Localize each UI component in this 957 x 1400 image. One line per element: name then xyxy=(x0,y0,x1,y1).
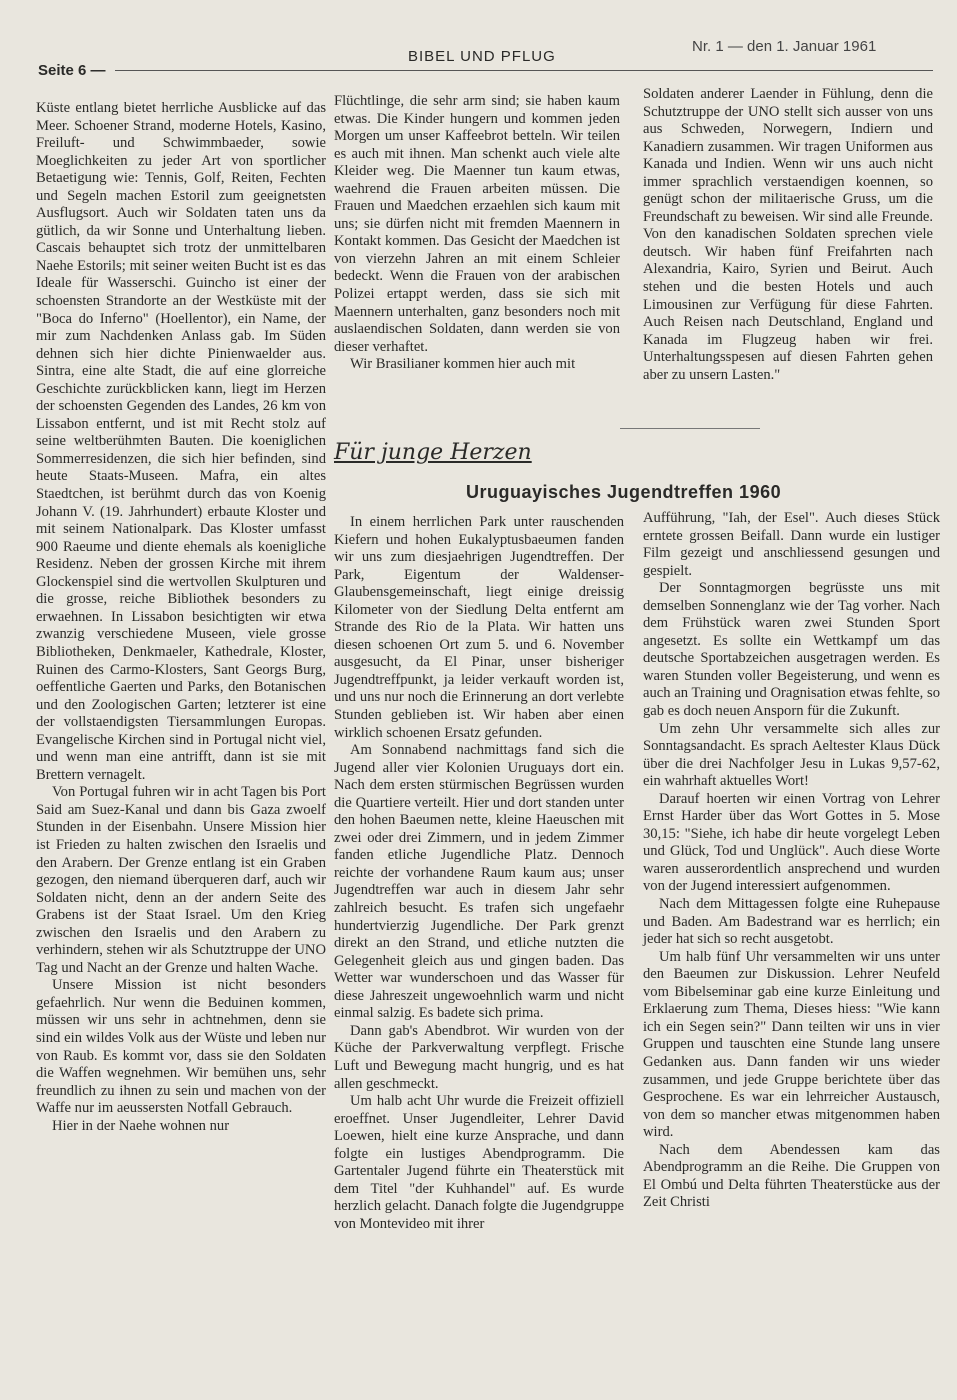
paragraph: Um halb fünf Uhr versammelten wir uns unter den Baeumen zur Diskussion. Lehrer Neufeld vom Bibelseminar gab eine kurze Einleitung und Erklaerung zum Thema, Dieses hiess: "Wie kann ich ein Segen sein?" Dann teilten wir uns in vier Gruppen und tauschten eine Stunde lang unsere Gedanken aus. Dann fanden wir uns wieder zusammen, und jede Gruppe berichtete über das Gesprochene. Es war ein lehrreicher Austausch, von dem so mancher etwas mitgenommen haben wird. xyxy=(643,948,940,1141)
paragraph: Um zehn Uhr versammelte sich alles zur Sonntagsandacht. Es sprach Aeltester Klaus Dück über die drei Nachfolger Jesu in Lukas 9,57-62, ein wahrhaft aktuelles Wort! xyxy=(643,720,940,790)
article-column-1 xyxy=(36,100,326,1135)
paragraph: Darauf hoerten wir einen Vortrag von Lehrer Ernst Harder über das Wort Gottes in 5. Mose 30,15: "Siehe, ich habe dir heute vorgelegt Leben und Glück, Tod und Unglück". Auch diese Worte waren ausserordentlich ansprechend und wurden von der Jugend interessiert aufgenommen. xyxy=(643,790,940,895)
paragraph: Um halb acht Uhr wurde die Freizeit offiziell eroeffnet. Unser Jugendleiter, Lehrer David Loewen, hielt eine kurze Ansprache, und dann folgte ein lustiges Abendprogramm. Die Gartentaler Jugend führte ein Theaterstück mit dem Titel "der Kuhhandel" auf. Es wurde herzlich gelacht. Danach folgte die Jugendgruppe von Montevideo mit ihrer xyxy=(334,1093,624,1232)
publication-title: BIBEL UND PFLUG xyxy=(408,48,556,65)
paragraph: Wir Brasilianer kommen hier auch mit xyxy=(350,356,576,373)
paragraph: In einem herrlichen Park unter rauschenden Kiefern und hohen Eukalyptusbaeumen fanden wir uns zum diesjaehrigen Jugendtreffen. Der Park, Eigentum der Waldenser-Glaubensgemeinschaft, liegt einige dreissig Kilometer von der Siedlung Delta entfernt am Strande des Rio de la Plata. Wir hatten uns diesen schoenen Ort zum 5. und 6. November ausgesucht, da El Pinar, unser bisheriger Jugendtreffpunkt, ja leider verkauft worden ist, und uns nur noch die Erinnerung an dort verlebte Stunden geblieben ist. Wir haben aber einen wirklich schoenen Ersatz gefunden. xyxy=(334,514,624,741)
article-column-2 xyxy=(334,93,620,374)
paragraph: Der Sonntagmorgen begrüsste uns mit demselben Sonnenglanz wie der Tag vorher. Nach dem Frühstück waren zwei Stunden Sport angesetzt. Es sollte ein Wettkampf um das deutsche Sportabzeichen ausgetragen werden. Es waren Stunden voller Begeisterung, und wenn es auch an Training und Oragnisation etwas fehlte, so gab es doch neuen Ansporn für die Zukunft. xyxy=(643,580,940,720)
paragraph: Dann gab's Abendbrot. Wir wurden von der Küche der Parkverwaltung verpflegt. Frische Luft und Bewegung macht hungrig, und es hat allen geschmeckt. xyxy=(334,1022,624,1092)
paragraph: Flüchtlinge, die sehr arm sind; sie haben kaum etwas. Die Kinder hungern und kommen jeden Morgen um unser Kaffeebrot betteln. Wir teilen es auch mit ihnen. Man schenkt auch viele alte Kleider weg. Die Maenner tun kaum etwas, waehrend die Frauen arbeiten müssen. Die Frauen und Maedchen erzaehlen sich kaum mit uns; sie dürfen nicht mit fremden Maennern in Kontakt kommen. Das Gesicht der Maedchen ist von vierzehn Jahren an mit einem Schleier bedeckt. Wenn die Frauen von der arabischen Polizei ertappt werden, dass sie sich mit Maennern unterhalten, ganz besonders noch mit auslaendischen Soldaten, dann werden sie von dieser verhaftet. xyxy=(334,93,620,355)
paragraph: Von Portugal fuhren wir in acht Tagen bis Port Said am Suez-Kanal und dann bis Gaza zwoelf Stunden in der Eisenbahn. Unsere Mission hier ist Frieden zu halten zwischen den Israelis und den Arabern. Der Grenze entlang ist ein Graben gezogen, den niemand überqueren darf, auch wir Soldaten nicht, denn an der andern Seite des Grabens ist der Staat Israel. Um den Krieg zwischen den Israelis und den Arabern zu verhindern, stehen wir als Schutztruppe der UNO Tag und Nacht an der Grenze und halten Wache. xyxy=(36,784,326,976)
paragraph: Aufführung, "Iah, der Esel". Auch dieses Stück erntete grossen Beifall. Dann wurde ein lustiger Film gezeigt und anschliessend gesungen und gespielt. xyxy=(643,510,940,579)
page-number: Seite 6 — xyxy=(38,62,106,79)
paragraph: Hier in der Naehe wohnen nur xyxy=(52,1117,230,1134)
article-headline: Uruguayisches Jugendtreffen 1960 xyxy=(466,482,782,502)
paragraph: Am Sonnabend nachmittags fand sich die Jugend aller vier Kolonien Uruguays dort ein. Nach dem ersten stürmischen Begrüssen wurden die Quartiere verteilt. Hier und dort standen unter den hohen Baeumen nette, kleine Haeuschen mit zwei oder drei Zimmern, und in jedem Zimmer fanden etliche Jugendliche Platz. Dennoch reichte der vorhandene Raum kaum aus; unser Jugendtreffen war auch in diesem Jahr sehr zahlreich besucht. Es trafen sich ungefaehr hundertvierzig Jugendliche. Der Park grenzt direkt an den Strand, und etliche nutzten die Gelegenheit gleich aus und gingen baden. Das Wetter war wunderschoen und das Wasser für diese Jahreszeit ungewoehnlich warm und nicht einmal salzig. Es badete sich prima. xyxy=(334,742,624,1022)
article-column-4 xyxy=(334,514,624,1233)
section-rubric: Für junge Herzen xyxy=(334,440,532,465)
paragraph: Soldaten anderer Laender in Fühlung, denn die Schutztruppe der UNO stellt sich ausser von uns aus Schweden, Norwegern, Indiern und Kanadiern zusammen. Wir tragen Uniformen aus Kanada und Indien. Wenn wir uns auch nicht immer sprachlich verstaendigen koennen, so genügt schon der militaerische Gruss, um die Freundschaft zu beweisen. Wir sind alle Freunde. Von den kanadischen Soldaten sprechen viele deutsch. Wir haben fünf Freifahrten nach Alexandria, Kairo, Syrien und Beirut. Auch stehen und die besten Hotels und auch Limousinen zur Verfügung für diese Fahrten. Auch Reisen nach Deutschland, England und Kanada im Flugzeug haben wir frei. Unterhaltungsspesen auf diesen Fahrten gehen aber zu unsern Lasten." xyxy=(643,86,933,383)
column-separator xyxy=(620,428,760,429)
paragraph: Nach dem Abendessen kam das Abendprogramm an die Reihe. Die Gruppen von El Ombú und Delta führten Theaterstücke aus der Zeit Christi xyxy=(643,1141,940,1211)
paragraph: Nach dem Mittagessen folgte eine Ruhepause und Baden. Am Badestrand war es herrlich; ein jeder hat sich so recht ausgetobt. xyxy=(643,896,940,948)
article-column-5 xyxy=(643,510,940,1212)
issue-date: Nr. 1 — den 1. Januar 1961 xyxy=(692,38,877,55)
article-column-3 xyxy=(643,86,933,384)
paragraph: Unsere Mission ist nicht besonders gefaehrlich. Nur wenn die Beduinen kommen, müssen wir uns sehr in achtnehmen, denn sie sind ein wildes Volk aus der Wüste und leben nur von Raub. Es kommt vor, dass sie den Soldaten die Waffen wegnehmen. Wir bemühen uns, sehr freundlich zu ihnen zu sein und machen von der Waffe nur im aeussersten Notfall Gebrauch. xyxy=(36,977,326,1117)
header-rule xyxy=(115,70,933,71)
paragraph: Küste entlang bietet herrliche Ausblicke auf das Meer. Schoener Strand, moderne Hotels, Kasino, Freiluft- und Schwimmbaeder, sowie Moeglichkeiten zu jeder Art von sportlicher Betaetigung wie: Tennis, Golf, Reiten, Fechten und Segeln machen Estoril zum geeignetsten Ausflugsort. Auch wir Soldaten taten uns da gütlich, da wir Sonne und Unterhaltung lieben. Cascais behauptet sich trotz der unmittelbaren Naehe Estorils; mit seiner weiten Bucht ist es das Ideale für Wasserschi. Guincho ist einer der schoensten Strandorte an der Westküste mit der "Boca do Inferno" (Hoellentor), ein Name, der mir zum Nachdenken Anlass gab. Im Süden dehnen sich hier dichte Pinienwaelder aus. Sintra, eine alte Stadt, die auf eine glorreiche Geschichte zurückblicken kann, liegt im Herzen der schoensten Gegenden des Landes, 26 km von Lissabon entfernt, und ist mit Recht stolz auf seine weltberühmten Bauten. Die koeniglichen Sommerresidenzen, die sich hier befinden, sind heute Staats-Museen. Mafra, ein altes Staedtchen, ist berühmt durch das von Koenig Johann V. (19. Jahrhundert) erbaute Kloster und mit seinem Nationalpark. Das Kloster umfasst 900 Raeume und diente ehemals als koenigliche Residenz. Neben der grossen Kirche mit ihrem Glockenspiel sind die wertvollen Skulpturen und die grosse, reiche Bibliothek besonders zu erwaehnen. In Lissabon besichtigten wir etwa zwanzig verschiedene Museen, viele grosse Bibliotheken, Denkmaeler, Kathedrale, Kloster, Ruinen des Carmo-Klosters, Sant Georgs Burg, oeffentliche Gaerten und Parks, den Botanischen und den Zoologischen Garten; letzterer ist eine der vollstaendigsten Tiersammlungen Europas. Evangelische Kirchen sind in Portugal nicht viel, und wenn man eine antrifft, dann ist sie mit Brettern vernagelt. xyxy=(36,100,326,783)
